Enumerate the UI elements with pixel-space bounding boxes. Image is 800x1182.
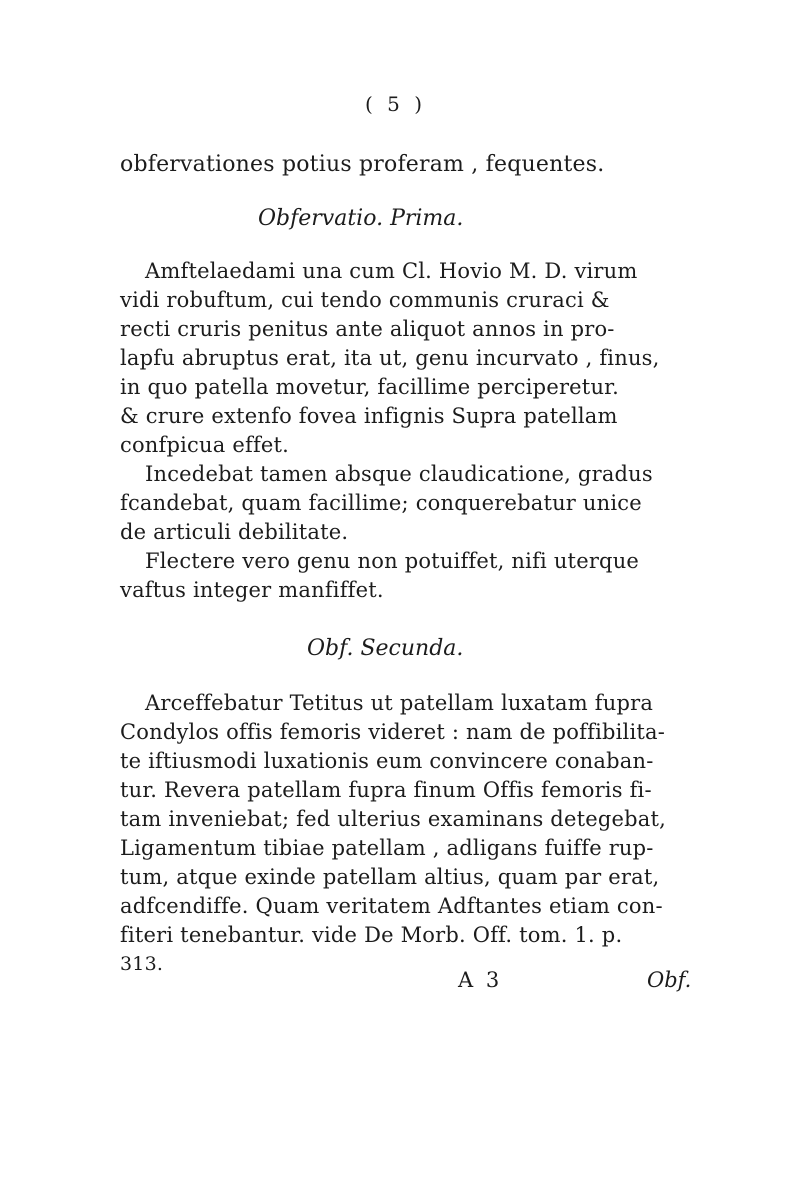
paragraph-line: & crure extenfo fovea infignis Supra patellam bbox=[120, 404, 618, 428]
paragraph-line: tam inveniebat; fed ulterius examinans detegebat, bbox=[120, 807, 666, 831]
observation-2-heading: Obf. Secunda. bbox=[307, 636, 464, 661]
paragraph-line: in quo patella movetur, facillime perciperetur. bbox=[120, 375, 619, 399]
signature-mark: A 3 bbox=[458, 968, 503, 992]
intro-line: obfervationes potius proferam , fequentes. bbox=[120, 152, 605, 177]
paragraph-line: Arceffebatur Tetitus ut patellam luxatam fupra bbox=[145, 691, 654, 715]
paragraph-line: te iftiusmodi luxationis eum convincere conaban- bbox=[120, 749, 654, 773]
paragraph-line: fcandebat, quam facillime; conquerebatur unice bbox=[120, 491, 642, 515]
paragraph-line: Incedebat tamen absque claudicatione, gradus bbox=[145, 462, 653, 486]
paragraph-line: Condylos offis femoris videret : nam de poffibilita- bbox=[120, 720, 666, 744]
paragraph-line: Flectere vero genu non potuiffet, nifi uterque bbox=[145, 549, 640, 573]
paragraph-line: Ligamentum tibiae patellam , adligans fuiffe rup- bbox=[120, 836, 654, 860]
paragraph-line: de articuli debilitate. bbox=[120, 520, 349, 544]
paragraph-line: adfcendiffe. Quam veritatem Adftantes etiam con- bbox=[120, 894, 663, 918]
page-number: ( 5 ) bbox=[365, 92, 427, 116]
paragraph-line: lapfu abruptus erat, ita ut, genu incurvato , finus, bbox=[120, 346, 660, 370]
paragraph-line: tur. Revera patellam fupra finum Offis femoris fi- bbox=[120, 778, 652, 802]
paragraph-line: vidi robuftum, cui tendo communis cruraci & bbox=[120, 288, 610, 312]
paragraph-line: Amftelaedami una cum Cl. Hovio M. D. virum bbox=[145, 259, 638, 283]
paragraph-line: confpicua effet. bbox=[120, 433, 290, 457]
paragraph-line: fiteri tenebantur. vide De Morb. Off. tom. 1. p. bbox=[120, 923, 623, 947]
paragraph-line: tum, atque exinde patellam altius, quam par erat, bbox=[120, 865, 660, 889]
paragraph-line: recti cruris penitus ante aliquot annos in pro- bbox=[120, 317, 615, 341]
paragraph-line: 313. bbox=[120, 953, 164, 975]
paragraph-line: vaftus integer manfiffet. bbox=[120, 578, 384, 602]
observation-1-heading: Obfervatio. Prima. bbox=[258, 206, 464, 231]
catchword: Obf. bbox=[647, 968, 692, 992]
